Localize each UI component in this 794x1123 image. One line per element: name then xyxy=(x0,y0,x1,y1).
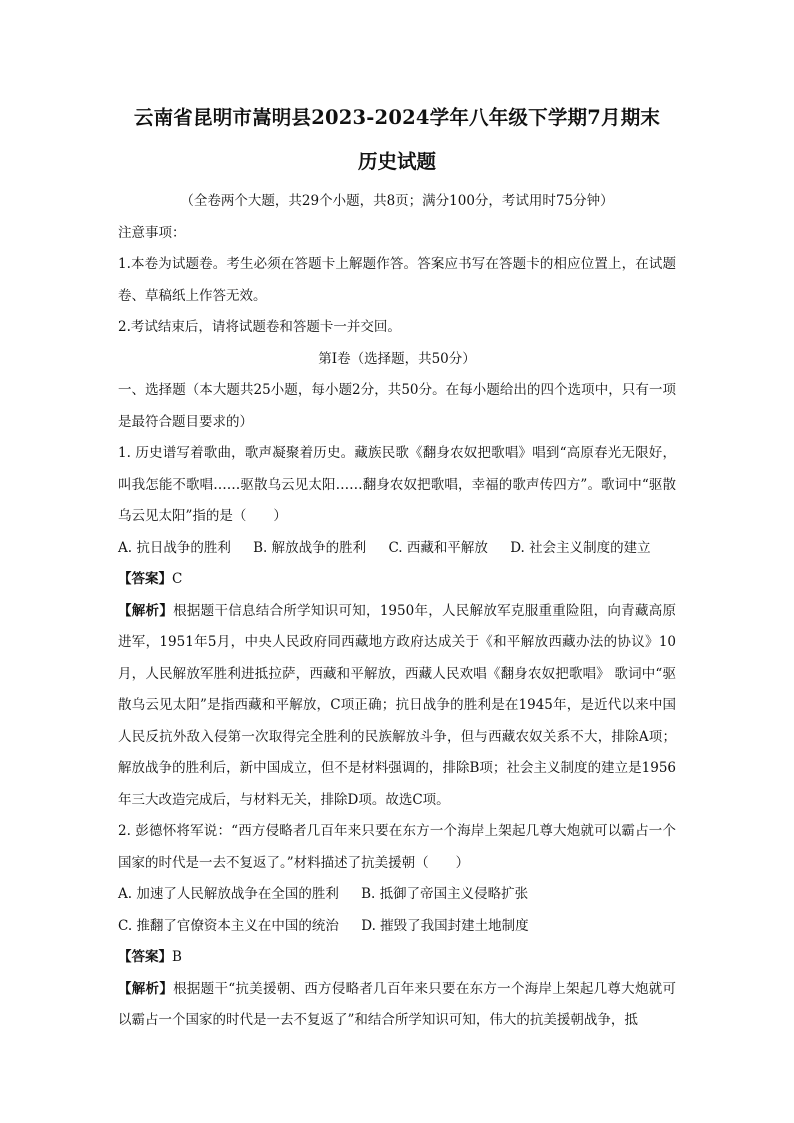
answer-label: 【答案】 xyxy=(118,571,172,587)
answer-value: C xyxy=(172,571,183,587)
question-2-option-a: A. 加速了人民解放战争在全国的胜利 xyxy=(118,886,339,902)
exam-subtitle: 历史试题 xyxy=(357,150,436,173)
question-2-option-d: D. 摧毁了我国封建土地制度 xyxy=(361,917,529,934)
volume-heading: 第Ⅰ卷（选择题，共50分） xyxy=(318,350,476,367)
question-2-options-row-2 xyxy=(118,911,676,943)
question-1-answer xyxy=(118,564,676,596)
analysis-label: 【解析】 xyxy=(118,980,174,997)
question-1-option-c: C. 西藏和平解放 xyxy=(388,539,488,556)
note-item-2: 2.考试结束后，请将试题卷和答题卡一并交回。 xyxy=(118,319,401,335)
analysis-label: 【解析】 xyxy=(118,602,174,619)
question-2-answer xyxy=(118,942,676,974)
question-2-option-b: B. 抵御了帝国主义侵略扩张 xyxy=(361,886,529,902)
note-item-1: 1.本卷为试题卷。考生必须在答题卡上解题作答。答案应书写在答题卡的相应位置上，在试题卷、草稿纸上作答无效。 xyxy=(118,256,676,304)
answer-label: 【答案】 xyxy=(118,949,172,965)
question-2-options-row-1 xyxy=(118,879,676,911)
question-1-stem: 1. 历史谱写着歌曲，歌声凝聚着历史。藏族民歌《翻身农奴把歌唱》唱到“高原春光无限好，叫我怎能不歌唱……驱散乌云见太阳……翻身农奴把歌唱，幸福的歌声传四方”。歌词中“驱散乌云见太阳”指的是（ ） xyxy=(118,445,676,524)
question-1-option-d: D. 社会主义制度的建立 xyxy=(510,539,651,556)
question-1-analysis xyxy=(118,596,676,817)
question-1-option-a: A. 抗日战争的胜利 xyxy=(118,539,231,556)
question-2-stem: 2. 彭德怀将军说：“西方侵略者几百年来只要在东方一个海岸上架起几尊大炮就可以霸占一个国家的时代是一去不复返了。”材料描述了抗美援朝（ ） xyxy=(118,823,676,871)
question-1-options xyxy=(118,533,676,565)
question-2-option-c: C. 推翻了官僚资本主义在中国的统治 xyxy=(118,917,339,934)
question-2-analysis xyxy=(118,974,676,1037)
section-instructions: 一、选择题（本大题共25小题，每小题2分，共50分。在每小题给出的四个选项中，只有一项是最符合题目要求的） xyxy=(118,382,676,430)
analysis-text: 根据题干信息结合所学知识可知，1950年，人民解放军克服重重险阻，向青藏高原进军，1951年5月，中央人民政府同西藏地方政府达成关于《和平解放西藏办法的协议》10月，人民解放军胜利进抵拉萨，西藏和平解放，西藏人民欢唱《翻身农奴把歌唱》 歌词中“驱散乌云见太阳”是指西藏和平解放，C项正确；抗日战争的胜利是在1945年，是近代以来中国人民反抗外敌入侵第一次取得完全胜利的民族解放斗争，但与西藏农奴关系不大，排除A项；解放战争的胜利后，新中国成立，但不是材料强调的，排除B项；社会主义制度的建立是1956年三大改造完成后，与材料无关，排除D项。故选C项。 xyxy=(118,602,677,808)
question-1-option-b: B. 解放战争的胜利 xyxy=(253,539,367,556)
notes-heading: 注意事项： xyxy=(118,224,186,241)
exam-title: 云南省昆明市嵩明县2023-2024学年八年级下学期7月期末 xyxy=(133,106,661,129)
analysis-text: 根据题干“抗美援朝、西方侵略者几百年来只要在东方一个海岸上架起几尊大炮就可以霸占一个国家的时代是一去不复返了”和结合所学知识可知，伟大的抗美援朝战争，抵 xyxy=(118,980,676,1028)
exam-info: （全卷两个大题，共29个小题，共8页；满分100分，考试用时75分钟） xyxy=(180,193,614,209)
answer-value: B xyxy=(172,949,182,965)
